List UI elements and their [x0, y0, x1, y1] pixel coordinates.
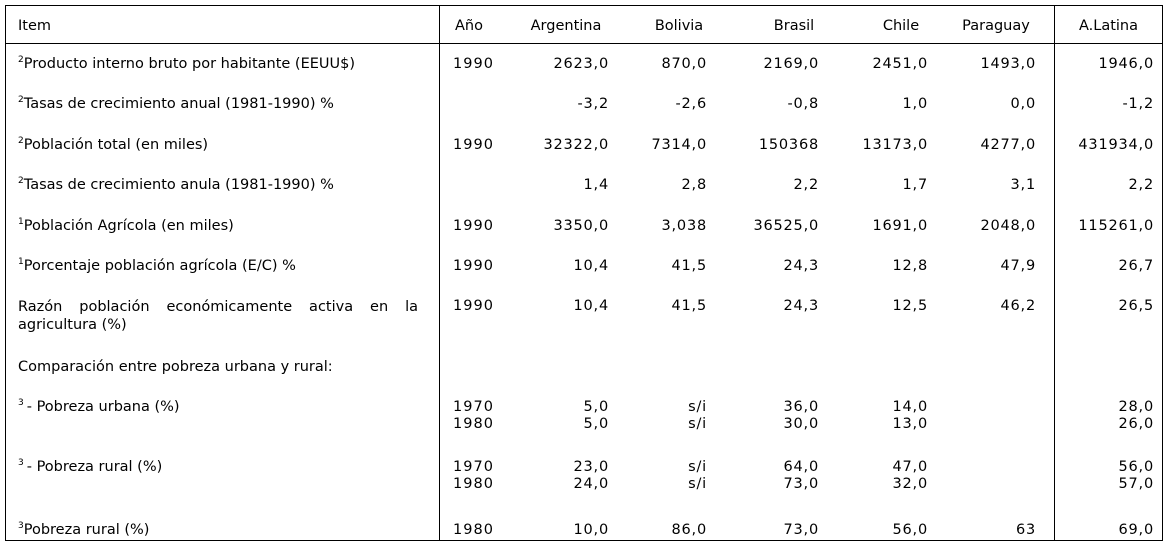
cell-argentina: 32322,0 — [543, 137, 609, 153]
cell-chile: 1,7 — [902, 177, 928, 193]
cell-alatina-second: 26,0 — [1118, 416, 1154, 432]
cell-alatina: 2,2 — [1128, 177, 1154, 193]
cell-paraguay: 63 — [1015, 522, 1036, 538]
column-divider — [439, 6, 440, 540]
cell-brasil: 36,0 — [783, 399, 819, 415]
cell-brasil-second: 73,0 — [783, 476, 819, 492]
cell-argentina: -3,2 — [577, 96, 609, 112]
cell-alatina: -1,2 — [1122, 96, 1154, 112]
header-brasil: Brasil — [773, 18, 815, 34]
row-label-text: Población Agrícola (en miles) — [23, 218, 234, 234]
cell-alatina: 115261,0 — [1078, 218, 1154, 234]
cell-argentina: 2623,0 — [553, 56, 609, 72]
cell-bolivia: 86,0 — [671, 522, 707, 538]
footnote-marker: 3 — [18, 521, 24, 531]
cell-bolivia: 870,0 — [661, 56, 707, 72]
cell-alatina: 28,0 — [1118, 399, 1154, 415]
cell-paraguay: 47,9 — [1000, 258, 1036, 274]
cell-argentina: 5,0 — [583, 399, 609, 415]
cell-alatina: 26,5 — [1118, 298, 1154, 314]
row-label — [18, 459, 423, 476]
footnote-marker: 2 — [18, 95, 24, 105]
cell-year-second: 1980 — [453, 476, 494, 492]
header-item: Item — [18, 18, 52, 34]
cell-brasil: 150368 — [758, 137, 819, 153]
cell-argentina-second: 24,0 — [573, 476, 609, 492]
footnote-marker: 3 — [18, 398, 24, 408]
cell-bolivia: 41,5 — [671, 258, 707, 274]
cell-argentina: 10,4 — [573, 258, 609, 274]
row-label — [18, 56, 423, 73]
cell-year: 1990 — [453, 298, 494, 314]
cell-argentina: 23,0 — [573, 459, 609, 475]
row-label — [18, 522, 423, 539]
row-label — [18, 177, 423, 194]
header-divider — [6, 43, 1162, 44]
column-divider — [1054, 6, 1055, 540]
cell-bolivia: 3,038 — [661, 218, 707, 234]
cell-bolivia: s/i — [688, 399, 707, 415]
cell-brasil: 64,0 — [783, 459, 819, 475]
cell-chile: 56,0 — [892, 522, 928, 538]
row-label — [18, 298, 418, 334]
cell-alatina: 1946,0 — [1098, 56, 1154, 72]
header-paraguay: Paraguay — [962, 18, 1030, 34]
cell-brasil: 24,3 — [783, 298, 819, 314]
cell-bolivia: s/i — [688, 459, 707, 475]
cell-brasil: 24,3 — [783, 258, 819, 274]
cell-year: 1970 — [453, 399, 494, 415]
cell-bolivia: 7314,0 — [651, 137, 707, 153]
cell-argentina: 3350,0 — [553, 218, 609, 234]
cell-bolivia-second: s/i — [688, 416, 707, 432]
cell-bolivia: -2,6 — [675, 96, 707, 112]
row-label — [18, 218, 423, 235]
row-label-text: Pobreza rural (%) — [23, 522, 150, 538]
row-label-text: - Pobreza urbana (%) — [26, 399, 180, 415]
cell-year: 1970 — [453, 459, 494, 475]
cell-year: 1990 — [453, 258, 494, 274]
cell-bolivia: 41,5 — [671, 298, 707, 314]
footnote-marker: 2 — [18, 136, 24, 146]
footnote-marker: 2 — [18, 176, 24, 186]
cell-alatina-second: 57,0 — [1118, 476, 1154, 492]
cell-bolivia: 2,8 — [681, 177, 707, 193]
header-alatina: A.Latina — [1078, 18, 1139, 34]
cell-alatina: 431934,0 — [1078, 137, 1154, 153]
cell-argentina: 1,4 — [583, 177, 609, 193]
cell-chile: 1691,0 — [872, 218, 928, 234]
cell-paraguay: 3,1 — [1010, 177, 1036, 193]
row-label-text: Tasas de crecimiento anual (1981-1990) % — [23, 96, 334, 112]
cell-chile-second: 13,0 — [892, 416, 928, 432]
cell-alatina: 69,0 — [1118, 522, 1154, 538]
footnote-marker: 1 — [18, 217, 24, 227]
row-label-text: Comparación entre pobreza urbana y rural: — [18, 359, 333, 375]
row-label — [18, 137, 423, 154]
row-label — [18, 359, 423, 376]
cell-paraguay: 0,0 — [1010, 96, 1036, 112]
row-label-text: Tasas de crecimiento anula (1981-1990) % — [23, 177, 334, 193]
cell-paraguay: 4277,0 — [980, 137, 1036, 153]
cell-paraguay: 2048,0 — [980, 218, 1036, 234]
cell-chile: 14,0 — [892, 399, 928, 415]
footnote-marker: 2 — [18, 55, 24, 65]
row-label-text: Población total (en miles) — [23, 137, 209, 153]
cell-year: 1990 — [453, 137, 494, 153]
cell-alatina: 56,0 — [1118, 459, 1154, 475]
header-bolivia: Bolivia — [654, 18, 704, 34]
cell-brasil: 2169,0 — [763, 56, 819, 72]
row-label — [18, 399, 423, 416]
cell-year-second: 1980 — [453, 416, 494, 432]
header-chile: Chile — [882, 18, 920, 34]
cell-bolivia-second: s/i — [688, 476, 707, 492]
row-label-text: Producto interno bruto por habitante (EEUU$) — [23, 56, 356, 72]
cell-brasil-second: 30,0 — [783, 416, 819, 432]
cell-argentina: 10,4 — [573, 298, 609, 314]
row-label-text: Porcentaje población agrícola (E/C) % — [23, 258, 296, 274]
cell-chile: 47,0 — [892, 459, 928, 475]
cell-brasil: -0,8 — [787, 96, 819, 112]
cell-paraguay: 1493,0 — [980, 56, 1036, 72]
cell-chile-second: 32,0 — [892, 476, 928, 492]
row-label-text: - Pobreza rural (%) — [26, 459, 163, 475]
header-argentina: Argentina — [530, 18, 602, 34]
cell-argentina-second: 5,0 — [583, 416, 609, 432]
cell-year: 1990 — [453, 56, 494, 72]
cell-year: 1980 — [453, 522, 494, 538]
cell-chile: 12,8 — [892, 258, 928, 274]
cell-argentina: 10,0 — [573, 522, 609, 538]
cell-chile: 12,5 — [892, 298, 928, 314]
cell-chile: 13173,0 — [862, 137, 928, 153]
data-table — [5, 5, 1163, 541]
row-label-text: Razón población económicamente activa en la agricultura (%) — [18, 299, 418, 333]
cell-year: 1990 — [453, 218, 494, 234]
cell-chile: 2451,0 — [872, 56, 928, 72]
footnote-marker: 1 — [18, 257, 24, 267]
cell-brasil: 36525,0 — [753, 218, 819, 234]
cell-brasil: 73,0 — [783, 522, 819, 538]
footnote-marker: 3 — [18, 458, 24, 468]
header-year: Año — [455, 18, 483, 34]
row-label — [18, 258, 423, 275]
row-label — [18, 96, 423, 113]
cell-alatina: 26,7 — [1118, 258, 1154, 274]
cell-brasil: 2,2 — [793, 177, 819, 193]
cell-chile: 1,0 — [902, 96, 928, 112]
cell-paraguay: 46,2 — [1000, 298, 1036, 314]
